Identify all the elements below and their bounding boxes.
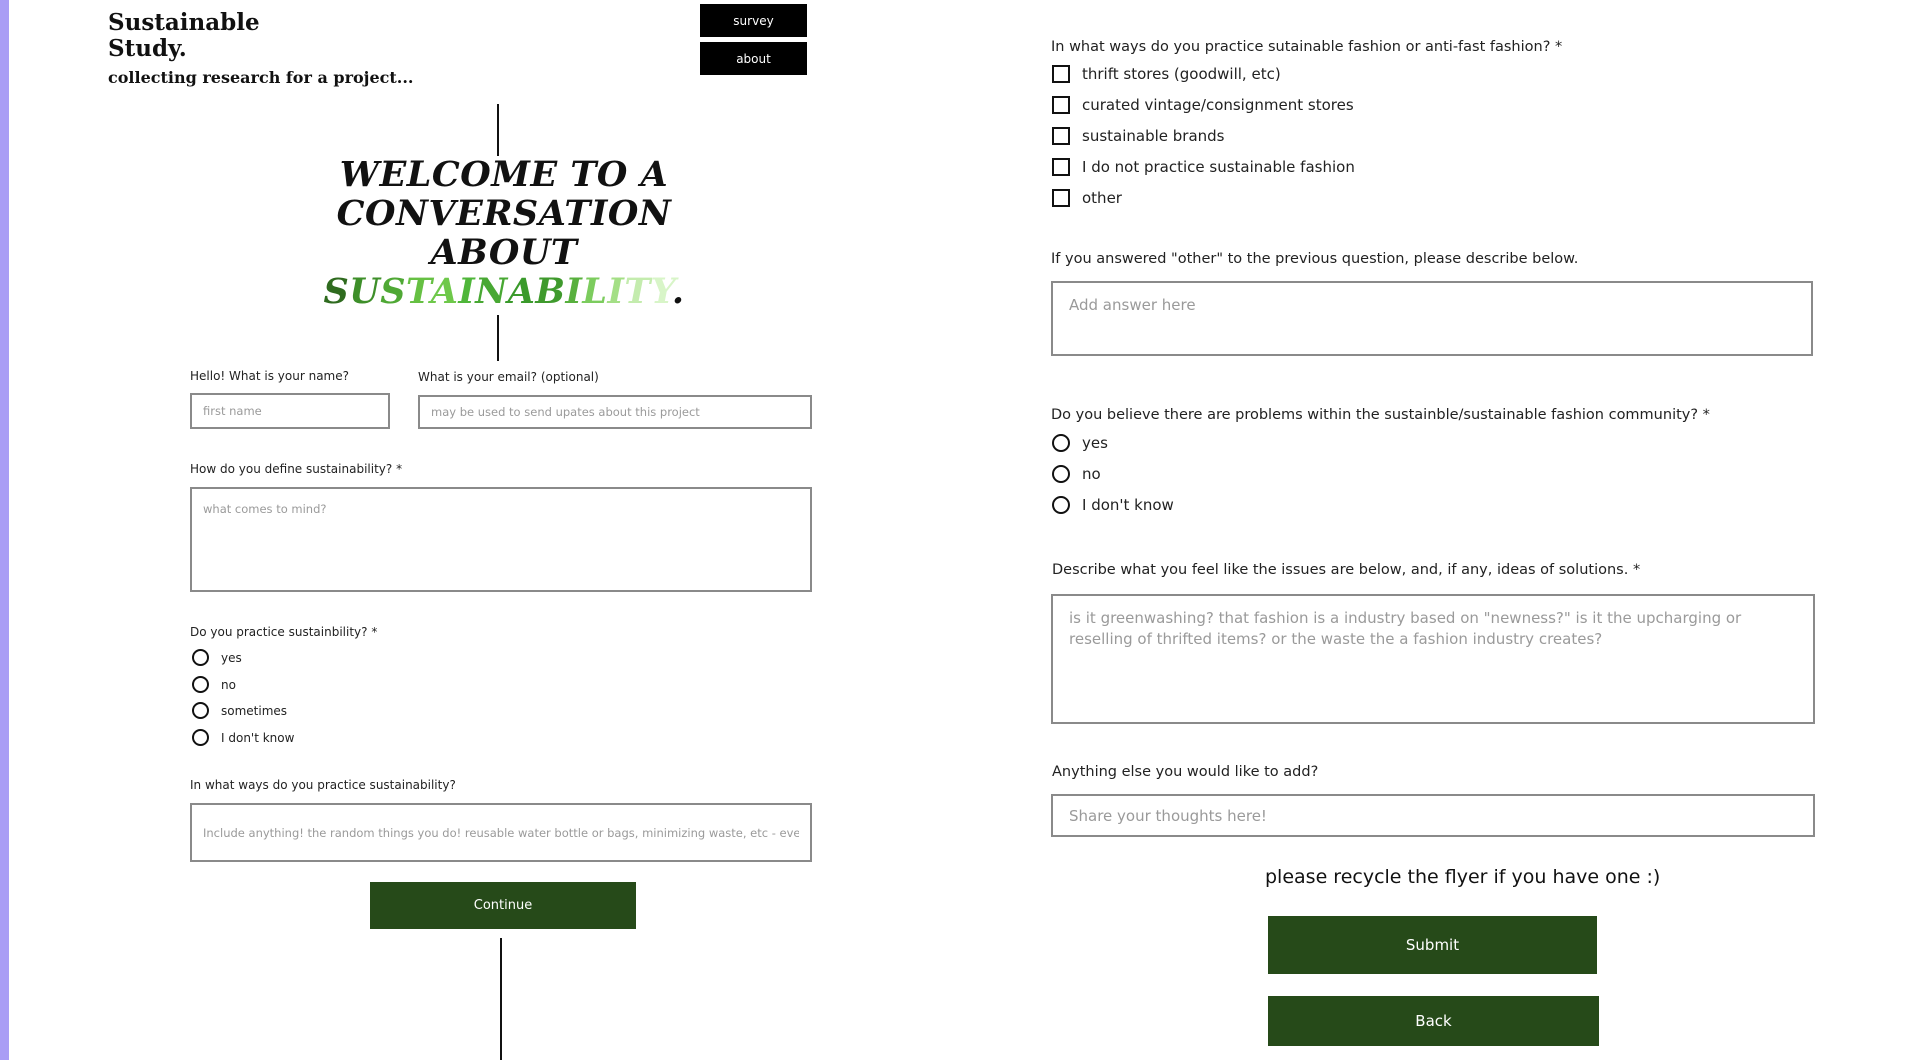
checkbox-label: thrift stores (goodwill, etc) bbox=[1082, 65, 1281, 83]
radio-button[interactable] bbox=[1052, 434, 1070, 452]
fashion-practice-label: In what ways do you practice sutainable fashion or anti-fast fashion? * bbox=[1051, 39, 1563, 55]
radio-button[interactable] bbox=[192, 676, 209, 693]
fashion-option-other[interactable] bbox=[1052, 189, 1122, 207]
hero-letter: S bbox=[380, 271, 407, 312]
continue-button[interactable]: Continue bbox=[370, 882, 636, 929]
problems-option-no[interactable] bbox=[1052, 465, 1101, 483]
define-sustainability-textarea[interactable] bbox=[190, 487, 812, 592]
practice-ways-input[interactable] bbox=[190, 803, 812, 862]
checkbox[interactable] bbox=[1052, 127, 1070, 145]
radio-label: sometimes bbox=[221, 703, 288, 718]
radio-label: I don't know bbox=[1082, 496, 1174, 514]
recycle-note: please recycle the flyer if you have one :) bbox=[1265, 866, 1661, 888]
hero-line-2: CONVERSATION bbox=[336, 193, 672, 234]
radio-label: no bbox=[221, 677, 236, 692]
checkbox[interactable] bbox=[1052, 189, 1070, 207]
hero-line-3: ABOUT bbox=[430, 232, 578, 273]
email-input[interactable] bbox=[418, 395, 812, 429]
hero-letter: S bbox=[323, 271, 350, 312]
radio-button[interactable] bbox=[192, 729, 209, 746]
submit-button[interactable]: Submit bbox=[1268, 916, 1597, 974]
checkbox-label: curated vintage/consignment stores bbox=[1082, 96, 1354, 114]
problems-label: Do you believe there are problems within the sustainble/sustainable fashion community? * bbox=[1051, 407, 1710, 423]
hero-letter: I bbox=[565, 271, 583, 312]
problems-option-dont-know[interactable] bbox=[1052, 496, 1174, 514]
hero-period: . bbox=[671, 271, 685, 312]
practice-option-dont-know[interactable] bbox=[192, 729, 294, 746]
hero-letter: I bbox=[607, 271, 625, 312]
fashion-option-none[interactable] bbox=[1052, 158, 1355, 176]
anything-else-label: Anything else you would like to add? bbox=[1052, 764, 1319, 780]
problems-option-yes[interactable] bbox=[1052, 434, 1108, 452]
anything-else-input[interactable] bbox=[1051, 794, 1815, 837]
checkbox[interactable] bbox=[1052, 96, 1070, 114]
radio-button[interactable] bbox=[192, 702, 209, 719]
first-name-input[interactable] bbox=[190, 393, 390, 429]
email-label: What is your email? (optional) bbox=[418, 370, 599, 384]
hero-highlight-word bbox=[299, 272, 709, 311]
survey-page bbox=[9, 0, 1914, 1060]
hero-letter: U bbox=[349, 271, 381, 312]
practice-option-sometimes[interactable] bbox=[192, 702, 287, 719]
checkbox-label: other bbox=[1082, 189, 1122, 207]
name-label: Hello! What is your name? bbox=[190, 369, 349, 383]
divider-line-top bbox=[497, 104, 499, 156]
practice-ways-label: In what ways do you practice sustainability? bbox=[190, 778, 456, 792]
radio-button[interactable] bbox=[192, 649, 209, 666]
fashion-option-brands[interactable] bbox=[1052, 127, 1225, 145]
radio-label: I don't know bbox=[221, 730, 295, 745]
practice-sustainability-label: Do you practice sustainbility? * bbox=[190, 625, 378, 639]
fashion-option-thrift[interactable] bbox=[1052, 65, 1281, 83]
practice-option-yes[interactable] bbox=[192, 649, 242, 666]
hero-letter: B bbox=[535, 271, 566, 312]
hero-letter: T bbox=[406, 271, 431, 312]
hero-letter: T bbox=[624, 271, 651, 312]
hero-gradient-letters bbox=[323, 271, 671, 312]
site-title[interactable]: Sustainable Study. bbox=[108, 9, 260, 62]
nav-survey-button[interactable]: survey bbox=[700, 4, 807, 37]
checkbox-label: I do not practice sustainable fashion bbox=[1082, 158, 1355, 176]
hero-letter: A bbox=[430, 271, 459, 312]
site-tagline: collecting research for a project... bbox=[108, 68, 414, 87]
hero-letter: N bbox=[475, 271, 508, 312]
practice-option-no[interactable] bbox=[192, 676, 236, 693]
checkbox-label: sustainable brands bbox=[1082, 127, 1225, 145]
hero-letter: Y bbox=[650, 271, 672, 312]
hero-letter: L bbox=[582, 271, 608, 312]
other-describe-label: If you answered "other" to the previous question, please describe below. bbox=[1051, 251, 1579, 267]
fashion-option-vintage[interactable] bbox=[1052, 96, 1354, 114]
define-sustainability-label: How do you define sustainability? * bbox=[190, 462, 403, 476]
checkbox[interactable] bbox=[1052, 158, 1070, 176]
other-describe-textarea[interactable] bbox=[1051, 281, 1813, 356]
radio-label: yes bbox=[221, 650, 242, 665]
hero-letter: I bbox=[458, 271, 476, 312]
issues-label: Describe what you feel like the issues are below, and, if any, ideas of solutions. * bbox=[1052, 562, 1641, 578]
radio-label: no bbox=[1082, 465, 1101, 483]
divider-line-middle bbox=[497, 315, 499, 361]
back-button[interactable]: Back bbox=[1268, 996, 1599, 1046]
radio-button[interactable] bbox=[1052, 496, 1070, 514]
issues-textarea[interactable] bbox=[1051, 594, 1815, 724]
hero-heading bbox=[299, 155, 709, 311]
radio-button[interactable] bbox=[1052, 465, 1070, 483]
hero-letter: A bbox=[507, 271, 536, 312]
divider-line-bottom bbox=[500, 938, 502, 1060]
checkbox[interactable] bbox=[1052, 65, 1070, 83]
hero-line-1: WELCOME TO A bbox=[339, 154, 669, 195]
radio-label: yes bbox=[1082, 434, 1108, 452]
nav-about-button[interactable]: about bbox=[700, 42, 807, 75]
